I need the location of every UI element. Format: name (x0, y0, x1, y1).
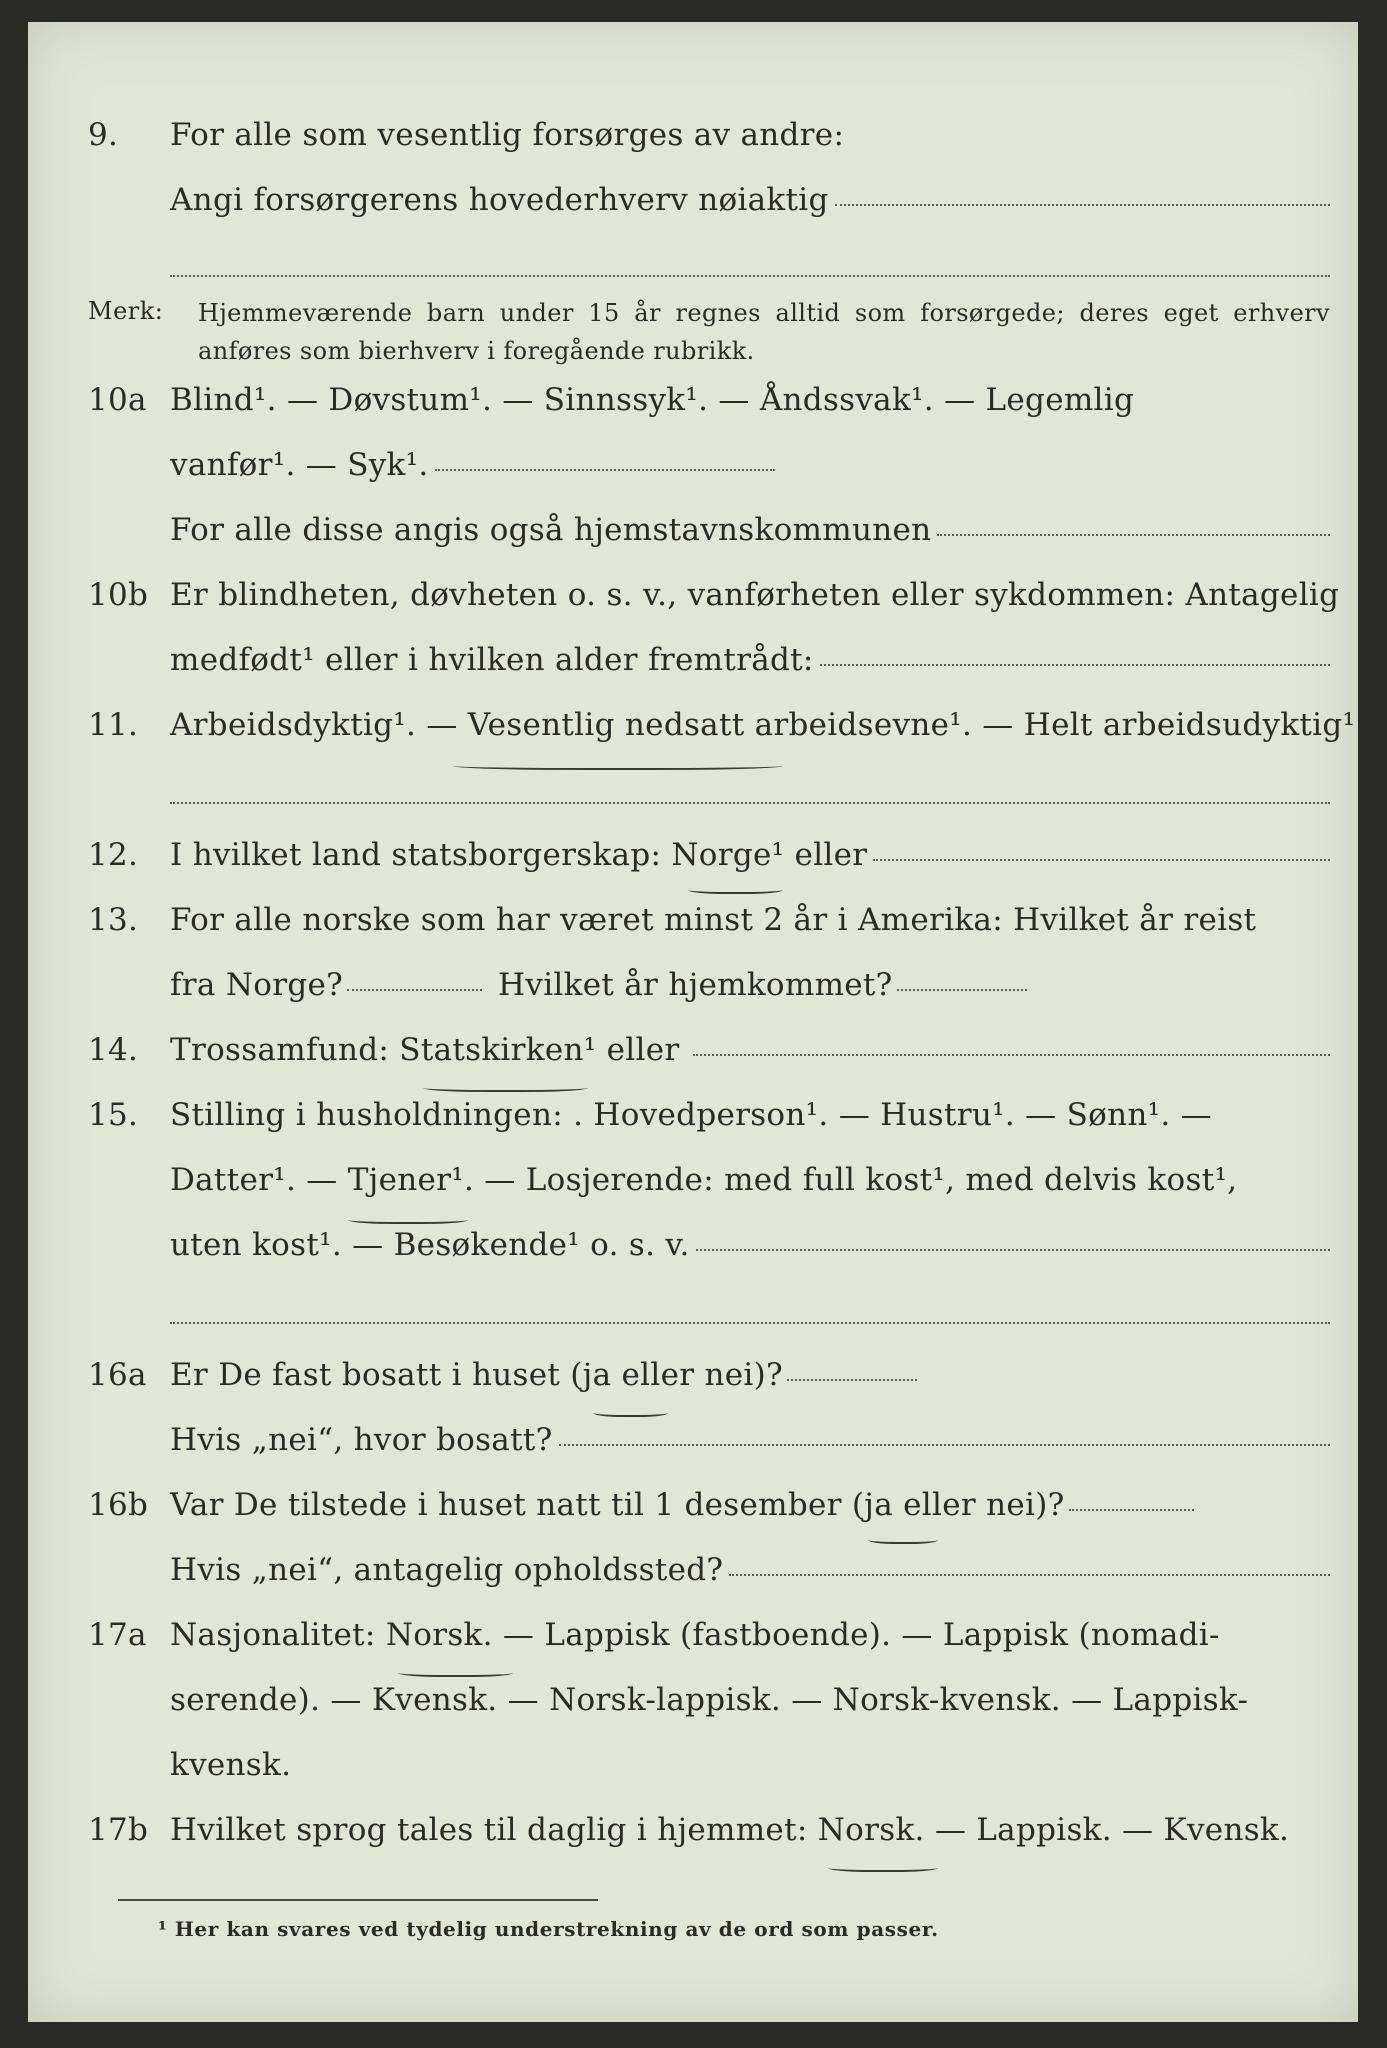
census-form-page (28, 22, 1366, 2022)
question-17a-line-2 (28, 1682, 1358, 1732)
question-number: 15. (88, 1097, 139, 1133)
question-number: 10b (88, 577, 149, 613)
answer-field[interactable] (835, 204, 1330, 206)
question-10a-line-3 (28, 512, 1358, 562)
question-15-line-1 (28, 1097, 1358, 1147)
question-16b-line-1 (28, 1487, 1358, 1537)
question-15-line-2 (28, 1162, 1358, 1212)
question-17a-line-3 (28, 1747, 1358, 1797)
question-text: For alle norske som har været minst 2 år i Amerika: Hvilket år reist (170, 902, 1257, 938)
answer-field[interactable] (170, 1322, 1330, 1324)
answer-field[interactable] (559, 1444, 1330, 1446)
handwritten-underline (423, 1082, 588, 1092)
question-text: Hvis „nei“, hvor bosatt? (170, 1422, 553, 1458)
question-text: Nasjonalitet: Norsk. — Lappisk (fastboende). — Lappisk (nomadi- (170, 1617, 1220, 1653)
question-number: 17b (88, 1812, 149, 1848)
question-text: serende). — Kvensk. — Norsk-lappisk. — Norsk-kvensk. — Lappisk- (170, 1682, 1249, 1718)
answer-field[interactable] (787, 1379, 917, 1381)
handwritten-underline (593, 1407, 668, 1417)
handwritten-underline (688, 884, 783, 894)
question-11 (28, 707, 1366, 757)
question-number: 12. (88, 837, 139, 873)
answer-field[interactable] (897, 989, 1027, 991)
question-10b-line-2 (28, 642, 1358, 692)
footnote-divider (118, 1899, 598, 1901)
question-text: kvensk. (170, 1747, 292, 1783)
answer-field[interactable] (435, 469, 775, 471)
question-number: 14. (88, 1032, 139, 1068)
question-text: Arbeidsdyktig¹. — Vesentlig nedsatt arbeidsevne¹. — Helt arbeidsudyktig¹. (170, 707, 1366, 743)
question-17a-line-1 (28, 1617, 1358, 1667)
handwritten-underline (828, 1862, 938, 1872)
answer-field[interactable] (729, 1574, 1330, 1576)
answer-field[interactable] (873, 859, 1330, 861)
note-text: Hjemmeværende barn under 15 år regnes alltid som forsørgede; deres eget erhverv anføres som bierhverv i foregående rubrikk. (198, 299, 1330, 365)
question-text: Angi forsørgerens hovederhverv nøiaktig (170, 182, 829, 218)
question-text: Datter¹. — Tjener¹. — Losjerende: med full kost¹, med delvis kost¹, (170, 1162, 1238, 1198)
question-text: Stilling i husholdningen: . Hovedperson¹. — Hustru¹. — Sønn¹. — (170, 1097, 1212, 1133)
question-text: Er blindheten, døvheten o. s. v., vanførheten eller sykdommen: Antagelig (170, 577, 1340, 613)
question-15-line-3 (28, 1227, 1358, 1277)
answer-field[interactable] (696, 1249, 1330, 1251)
question-text: Hvis „nei“, antagelig opholdssted? (170, 1552, 724, 1588)
answer-field[interactable] (170, 275, 1330, 277)
question-number: 13. (88, 902, 139, 938)
answer-field[interactable] (170, 802, 1330, 804)
question-14 (28, 1032, 1358, 1082)
question-text: fra Norge? (170, 967, 344, 1003)
question-number: 11. (88, 707, 139, 743)
question-text: medfødt¹ eller i hvilken alder fremtrådt: (170, 642, 814, 678)
question-13-line-2 (28, 967, 1358, 1017)
question-text: uten kost¹. — Besøkende¹ o. s. v. (170, 1227, 690, 1263)
question-9-line-1 (28, 117, 1358, 167)
question-text: I hvilket land statsborgerskap: Norge¹ eller (170, 837, 868, 873)
question-text: Trossamfund: Statskirken¹ eller (170, 1032, 680, 1068)
answer-field[interactable] (937, 534, 1330, 536)
question-number: 16a (88, 1357, 147, 1393)
question-number: 10a (88, 382, 147, 418)
question-text: Var De tilstede i huset natt til 1 desember (ja eller nei)? (170, 1487, 1065, 1523)
handwritten-underline (453, 760, 783, 770)
question-text: Blind¹. — Døvstum¹. — Sinnssyk¹. — Åndssvak¹. — Legemlig (170, 382, 1135, 418)
question-10b-line-1 (28, 577, 1358, 627)
question-10a-line-2 (28, 447, 1358, 497)
question-number: 16b (88, 1487, 149, 1523)
question-17b (28, 1812, 1358, 1862)
question-16a-line-1 (28, 1357, 1358, 1407)
footnote: ¹ Her kan svares ved tydelig understrekning av de ord som passer. (158, 1917, 939, 1941)
handwritten-underline (868, 1534, 938, 1544)
question-number: 17a (88, 1617, 147, 1653)
answer-field[interactable] (693, 1054, 1330, 1056)
handwritten-underline (398, 1667, 513, 1677)
handwritten-underline (348, 1214, 468, 1224)
question-12 (28, 837, 1358, 887)
answer-field[interactable] (820, 664, 1330, 666)
answer-field[interactable] (1069, 1509, 1194, 1511)
question-text: Er De fast bosatt i huset (ja eller nei)? (170, 1357, 783, 1393)
question-16a-line-2 (28, 1422, 1358, 1472)
question-10a-line-1 (28, 382, 1358, 432)
question-16b-line-2 (28, 1552, 1358, 1602)
question-number: 9. (88, 117, 119, 153)
question-13-line-1 (28, 902, 1358, 952)
note-label: Merk: (88, 297, 164, 325)
question-text: For alle disse angis også hjemstavnskommunen (170, 512, 932, 548)
question-text: Hvilket år hjemkommet? (498, 967, 893, 1003)
question-text: For alle som vesentlig forsørges av andre: (170, 117, 845, 153)
question-text: vanfør¹. — Syk¹. (170, 447, 429, 483)
question-text: Hvilket sprog tales til daglig i hjemmet: Norsk. — Lappisk. — Kvensk. (170, 1812, 1290, 1848)
answer-field[interactable] (347, 989, 482, 991)
question-9-line-2 (28, 182, 1358, 232)
